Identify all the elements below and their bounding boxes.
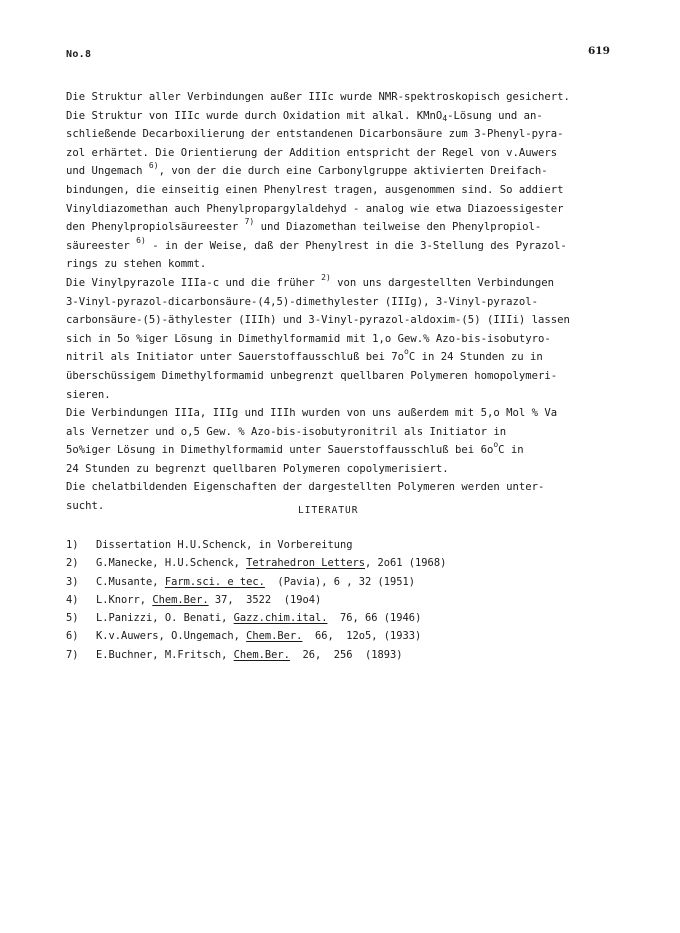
reference-text: Dissertation H.U.Schenck, in Vorbereitung bbox=[96, 539, 353, 551]
text-line: bindungen, die einseitig einen Phenylrest tragen, ausgenommen sind. So addiert bbox=[66, 183, 564, 196]
text-span: -Lösung und an- bbox=[447, 109, 543, 122]
reference-details: 26, 256 (1893) bbox=[289, 648, 403, 661]
text-span: und Diazomethan teilweise den Phenylpropiol- bbox=[254, 221, 542, 234]
reference-item bbox=[66, 536, 626, 554]
degree-superscript: o bbox=[404, 347, 409, 357]
reference-item bbox=[66, 627, 626, 645]
reference-number: 3) bbox=[66, 575, 79, 588]
reference-text: L.Panizzi, O. Benati, bbox=[96, 612, 234, 625]
text-span: Die Vinylpyrazole IIIa-c und die früher bbox=[66, 276, 322, 289]
journal-title: Tetrahedron Letters bbox=[246, 557, 365, 570]
text-span: von uns dargestellten Verbindungen bbox=[330, 276, 554, 289]
reference-details: , 2o61 (1968) bbox=[365, 557, 447, 570]
text-line: Die chelatbildenden Eigenschaften der dargestellten Polymeren werden unter- bbox=[66, 481, 545, 494]
text-line: sucht. bbox=[66, 500, 105, 513]
literature-heading: LITERATUR bbox=[298, 505, 359, 516]
journal-title: Chem.Ber. bbox=[233, 648, 290, 661]
reference-item bbox=[66, 646, 626, 664]
page-number: 619 bbox=[588, 45, 610, 57]
text-line: als Vernetzer und o,5 Gew. % Azo-bis-isobutyronitril als Initiator in bbox=[66, 425, 507, 438]
reference-text: L.Knorr, bbox=[96, 593, 153, 606]
text-line: 3-Vinyl-pyrazol-dicarbonsäure-(4,5)-dimethylester (IIIg), 3-Vinyl-pyrazol- bbox=[66, 295, 538, 308]
text-span: , von der die durch eine Carbonylgruppe aktivierten Dreifach- bbox=[158, 165, 548, 178]
reference-number: 1) bbox=[66, 539, 79, 551]
text-span: und Ungemach bbox=[66, 165, 149, 178]
reference-details: 66, 12o5, (1933) bbox=[302, 630, 422, 643]
text-line: sich in 5o %iger Lösung in Dimethylformamid mit 1,o Gew.% Azo-bis-isobutyro- bbox=[66, 332, 551, 345]
text-line: sieren. bbox=[66, 388, 111, 401]
text-line: Die Struktur aller Verbindungen außer IIIc wurde NMR-spektroskopisch gesichert. bbox=[66, 91, 570, 103]
text-span: - in der Weise, daß der Phenylrest in die 3-Stellung des Pyrazol- bbox=[145, 239, 567, 252]
journal-title: Chem.Ber. bbox=[246, 630, 303, 643]
reference-item bbox=[66, 573, 626, 591]
text-line bbox=[66, 274, 626, 293]
reference-details: (Pavia), 6 , 32 (1951) bbox=[264, 575, 416, 588]
text-line bbox=[66, 441, 626, 460]
text-line: Vinyldiazomethan auch Phenylpropargylaldehyd - analog wie etwa Diazoessigester bbox=[66, 202, 564, 215]
text-span: säureester bbox=[66, 239, 137, 252]
text-span: Die Struktur von IIIc wurde durch Oxidation mit alkal. KMnO bbox=[66, 109, 443, 122]
reference-details: 37, 3522 (19o4) bbox=[208, 593, 322, 606]
text-line: 24 Stunden zu begrenzt quellbaren Polymeren copolymerisiert. bbox=[66, 462, 449, 475]
reference-number: 2) bbox=[66, 557, 79, 570]
journal-title: Farm.sci. e tec. bbox=[164, 575, 265, 588]
reference-number: 6) bbox=[66, 630, 79, 643]
journal-title: Chem.Ber. bbox=[152, 593, 209, 606]
text-line bbox=[66, 218, 626, 237]
journal-title: Gazz.chim.ital. bbox=[233, 612, 328, 625]
reference-details: 76, 66 (1946) bbox=[327, 612, 422, 625]
journal-issue-number: No.8 bbox=[66, 49, 92, 60]
text-line: Die Verbindungen IIIa, IIIg und IIIh wurden von uns außerdem mit 5,o Mol % Va bbox=[66, 407, 558, 420]
text-line bbox=[66, 237, 626, 256]
citation-superscript: 6) bbox=[136, 235, 146, 245]
body-text bbox=[66, 88, 626, 516]
text-line: überschüssigem Dimethylformamid unbegrenzt quellbaren Polymeren homopolymeri- bbox=[66, 369, 558, 382]
text-span: 5o%iger Lösung in Dimethylformamid unter Sauerstoffausschluß bei 6o bbox=[66, 444, 494, 457]
text-line: schließende Decarboxilierung der entstandenen Dicarbonsäure zum 3-Phenyl-pyra- bbox=[66, 128, 564, 141]
text-line bbox=[66, 107, 626, 126]
reference-number: 4) bbox=[66, 593, 79, 606]
subscript: 4 bbox=[442, 113, 448, 123]
reference-number: 5) bbox=[66, 612, 79, 625]
citation-superscript: 6) bbox=[148, 161, 159, 171]
reference-number: 7) bbox=[66, 648, 79, 661]
degree-superscript: o bbox=[493, 440, 499, 450]
text-line: zol erhärtet. Die Orientierung der Addition entspricht der Regel von v.Auwers bbox=[66, 146, 558, 159]
text-line bbox=[66, 162, 626, 181]
text-span: nitril als Initiator unter Sauerstoffausschluß bei 7o bbox=[66, 351, 405, 364]
reference-text: C.Musante, bbox=[96, 575, 165, 588]
text-span: C in bbox=[498, 444, 524, 457]
text-line bbox=[66, 348, 626, 367]
text-span: den Phenylpropiolsäureester bbox=[66, 221, 245, 234]
reference-list bbox=[66, 536, 626, 664]
text-span: C in 24 Stunden zu in bbox=[408, 351, 543, 364]
reference-text: G.Manecke, H.U.Schenck, bbox=[96, 557, 247, 570]
reference-text: E.Buchner, M.Fritsch, bbox=[96, 648, 234, 661]
reference-item bbox=[66, 609, 626, 627]
reference-item bbox=[66, 591, 626, 609]
reference-text: K.v.Auwers, O.Ungemach, bbox=[96, 630, 247, 643]
text-line: carbonsäure-(5)-äthylester (IIIh) und 3-Vinyl-pyrazol-aldoxim-(5) (IIIi) lassen bbox=[66, 314, 570, 327]
reference-item bbox=[66, 554, 626, 572]
citation-superscript: 2) bbox=[321, 272, 331, 282]
citation-superscript: 7) bbox=[244, 217, 255, 227]
text-line: rings zu stehen kommt. bbox=[66, 258, 207, 271]
